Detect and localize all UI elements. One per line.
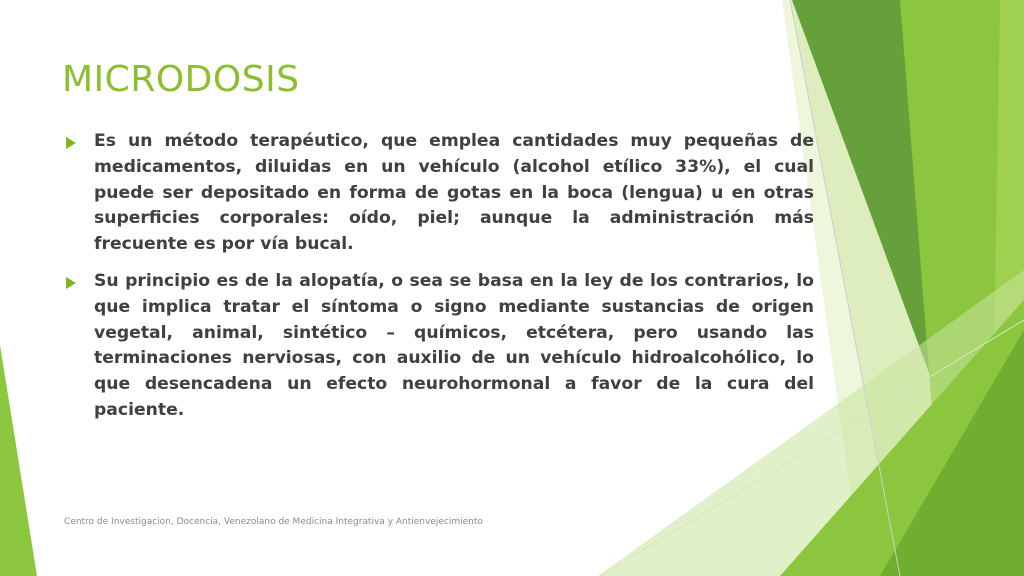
bullet-list — [64, 129, 814, 435]
bullet-arrow-icon — [66, 277, 76, 289]
slide-title: MICRODOSIS — [62, 59, 300, 100]
bullet-text: Es un método terapéutico, que emplea cantidades muy pequeñas de medicamentos, diluidas en un vehículo (alcohol etílico 33%), el cual puede ser depositado en forma de gotas en la boca (lengua) u en otras superficies corporales: oído, piel; aunque la administración más frecuente es por vía bucal. — [94, 131, 814, 255]
slide-footer: Centro de Investigacion, Docencia, Venezolano de Medicina Integrativa y Antienvejecimiento — [64, 517, 483, 527]
bullet-arrow-icon — [66, 137, 76, 149]
bullet-text: Su principio es de la alopatía, o sea se basa en la ley de los contrarios, lo que implica tratar el síntoma o signo mediante sustancias de origen vegetal, animal, sintético – químicos, etcétera, pero usando las terminaciones nerviosas, con auxilio de un vehículo hidroalcohólico, lo que desencadena un efecto neurohormonal a favor de la cura del paciente. — [94, 270, 814, 420]
bullet-item — [64, 129, 814, 258]
left-accent-shape — [0, 345, 37, 576]
bullet-item — [64, 269, 814, 424]
